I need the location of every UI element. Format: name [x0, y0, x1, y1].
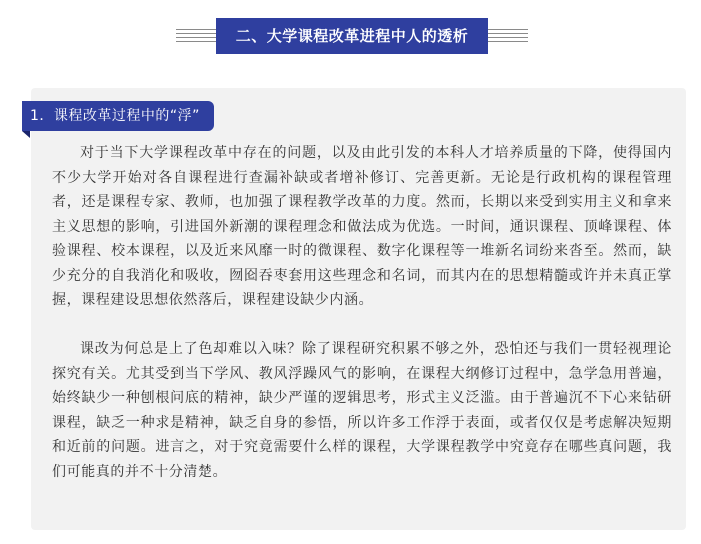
decorative-rule-right [488, 29, 528, 42]
section-title: 二、大学课程改革进程中人的透析 [216, 18, 488, 54]
paragraph: 课改为何总是上了色却难以入味？除了课程研究积累不够之外，恐怕还与我们一贯轻视理论探究有关。尤其受到当下学风、教风浮躁风气的影响，在课程大纲修订过程中，急学急用普遍，始终缺少一种刨根问底的精神，缺少严谨的逻辑思考，形式主义泛滥。由于普遍沉不下心来钻研课程，缺乏一种求是精神，缺乏自身的参悟，所以许多工作浮于表面，或者仅仅是考虑解决短期和近前的问题。进言之，对于究竟需要什么样的课程，大学课程教学中究竟存在哪些真问题，我们可能真的并不十分清楚。 [52, 341, 672, 480]
subsection-tag-fold [22, 131, 30, 138]
article-body [52, 141, 672, 484]
subsection-title: 1．课程改革过程中的“浮” [22, 101, 214, 131]
decorative-rule-left [176, 29, 216, 42]
section-header [0, 18, 701, 54]
paragraph: 对于当下大学课程改革中存在的问题，以及由此引发的本科人才培养质量的下降，使得国内不少大学开始对各自课程进行查漏补缺或者增补修订、完善更新。无论是行政机构的课程管理者，还是课程专家、教师，也加强了课程教学改革的力度。然而，长期以来受到实用主义和拿来主义思想的影响，引进国外新潮的课程理念和做法成为优选。一时间，通识课程、顶峰课程、体验课程、校本课程，以及近来风靡一时的微课程、数字化课程等一堆新名词纷来沓至。然而，缺少充分的自我消化和吸收，囫囵吞枣套用这些理念和名词，而其内在的思想精髓或许并未真正掌握，课程建设思想依然落后，课程建设缺少内涵。 [52, 145, 672, 308]
